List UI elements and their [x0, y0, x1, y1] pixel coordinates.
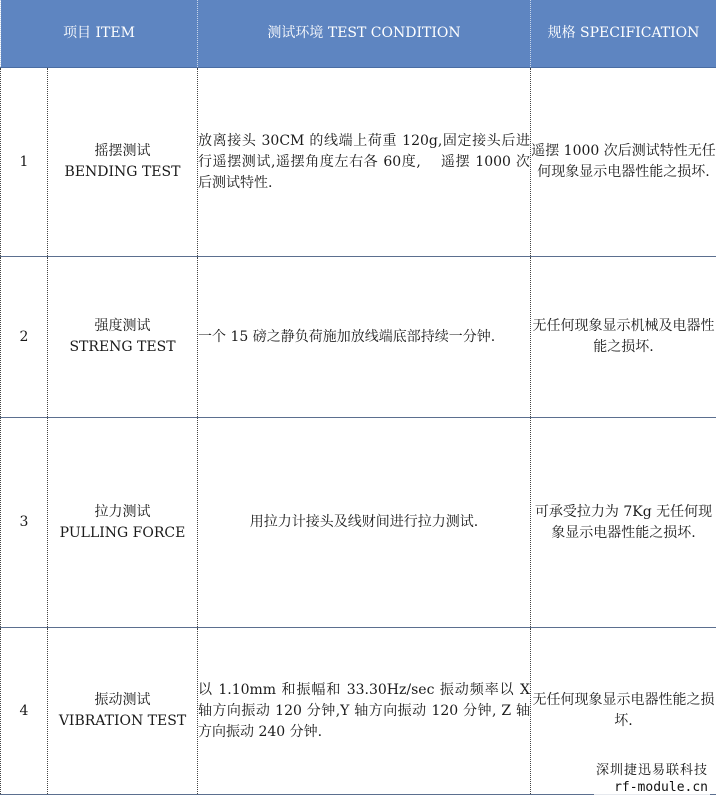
- item-cell: [48, 68, 198, 257]
- condition-cell: 放离接头 30CM 的线端上荷重 120g,固定接头后进行遥摆测试,遥摆角度左右各 60度, 遥摆 1000 次后测试特性.: [198, 68, 531, 257]
- item-name-en: STRENG TEST: [69, 339, 176, 355]
- condition-cell: 一个 15 磅之静负荷施加放线端底部持续一分钟.: [198, 257, 531, 418]
- watermark-url: rf-module.cn: [614, 780, 708, 795]
- item-cell: [48, 257, 198, 418]
- item-name-en: BENDING TEST: [64, 164, 181, 180]
- table-header-row: [1, 0, 716, 68]
- row-number: 1: [1, 68, 48, 257]
- watermark: [594, 762, 710, 796]
- specification-cell: 遥摆 1000 次后测试特性无任何现象显示电器性能之损坏.: [531, 68, 716, 257]
- item-name-en: VIBRATION TEST: [58, 713, 187, 729]
- item-cell: [48, 628, 198, 795]
- specification-cell: 可承受拉力为 7Kg 无任何现象显示电器性能之损坏.: [531, 418, 716, 628]
- item-name-en: PULLING FORCE: [59, 524, 186, 541]
- specification-cell: 无任何现象显示机械及电器性能之损坏.: [531, 257, 716, 418]
- table-row: [1, 257, 716, 418]
- item-name-cn: 强度测试: [94, 318, 151, 334]
- table-row: [1, 68, 716, 257]
- header-specification: 规格 SPECIFICATION: [531, 0, 716, 68]
- row-number: 4: [1, 628, 48, 795]
- table-row: [1, 418, 716, 628]
- header-condition: 测试环境 TEST CONDITION: [198, 0, 531, 68]
- row-number: 3: [1, 418, 48, 628]
- watermark-company: 深圳捷迅易联科技: [595, 763, 708, 778]
- item-name-cn: 拉力测试: [94, 503, 151, 520]
- item-name-cn: 振动测试: [94, 692, 151, 708]
- condition-cell: 用拉力计接头及线财间进行拉力测试.: [198, 418, 531, 628]
- condition-cell: 以 1.10mm 和振幅和 33.30Hz/sec 振动频率以 X 轴方向振动 120 分钟,Y 轴方向振动 120 分钟, Z 轴方向振动 240 分钟.: [198, 628, 531, 795]
- item-name-cn: 摇摆测试: [94, 143, 151, 159]
- item-cell: [48, 418, 198, 628]
- specification-cell: 无任何现象显示电器性能之损坏.: [531, 628, 716, 795]
- row-number: 2: [1, 257, 48, 418]
- header-item: 项目 ITEM: [1, 0, 198, 68]
